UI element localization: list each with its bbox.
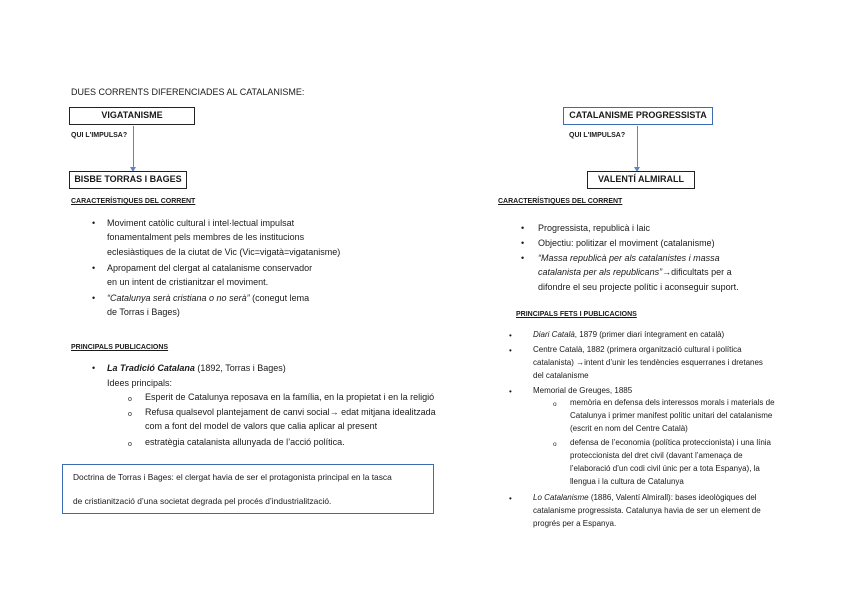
sub-item: llengua i la cultura de Catalunya <box>570 477 684 486</box>
idea-item: Refusa qualsevol plantejament de canvi social→ edat mitjana idealitzada <box>145 407 436 417</box>
almirall-box: VALENTÍ ALMIRALL <box>587 171 695 189</box>
page-heading: DUES CORRENTS DIFERENCIADES AL CATALANISME: <box>71 87 305 97</box>
idea-item: com a font del model de valors que calia aplicar al present <box>145 421 378 431</box>
idea-item: estratègia catalanista allunyada de l’acció política. <box>145 437 345 447</box>
bullet-icon: • <box>509 331 512 340</box>
list-item: fonamentalment pels membres de les institucions <box>107 232 305 242</box>
circle-bullet-icon: o <box>128 396 132 403</box>
bullet-icon: • <box>509 387 512 396</box>
list-item: de Torras i Bages) <box>107 307 180 317</box>
quote: “Catalunya serà cristiana o no serà” <box>107 293 250 303</box>
bullet-icon: • <box>92 218 96 228</box>
bullet-icon: • <box>92 293 96 303</box>
list-item: Objectiu: politizar el moviment (catalanisme) <box>538 238 715 248</box>
list-item: Memorial de Greuges, 1885 <box>533 386 633 395</box>
bullet-icon: • <box>509 494 512 503</box>
quote: catalanista per als republicans” <box>538 267 663 277</box>
bullet-icon: • <box>521 223 525 233</box>
sub-item: memòria en defensa dels interessos morals i materials de <box>570 398 775 407</box>
sub-item: Catalunya i primer manifest polític unitari del catalanisme <box>570 411 773 420</box>
list-item: Progressista, republicà i laic <box>538 223 651 233</box>
idea-item: Esperit de Catalunya reposava en la família, en la propietat i en la religió <box>145 392 435 402</box>
publication-detail: (1892, Torras i Bages) <box>194 363 286 373</box>
left-question: QUI L'IMPULSA? <box>71 132 128 139</box>
list-item: progrés per a Espanya. <box>533 519 617 528</box>
circle-bullet-icon: o <box>553 441 557 448</box>
list-item: eclesiàstiques de la ciutat de Vic (Vic=vigatà=vigatanisme) <box>107 247 341 257</box>
note-line: de cristianització d’una societat degrada pel procés d’industrialització. <box>73 496 332 506</box>
circle-bullet-icon: o <box>128 411 132 418</box>
quote-rest: (conegut lema <box>249 293 310 303</box>
ideas-label: Idees principals: <box>107 378 173 388</box>
sub-item: l’elaboració d’un codi civil únic per a tota Espanya), la <box>570 464 760 473</box>
bullet-icon: • <box>521 238 525 248</box>
list-item: en un intent de cristianitzar el moviment. <box>107 277 269 287</box>
list-item <box>533 492 757 505</box>
publication-name: La Tradició Catalana <box>107 363 195 373</box>
torras-box: BISBE TORRAS I BAGES <box>69 171 187 189</box>
book-detail: (1886, Valentí Almirall): bases ideològiques del <box>588 493 757 502</box>
right-char-title: CARACTERÍSTIQUES DEL CORRENT <box>498 198 623 205</box>
sub-item: proteccionista del dret civil (davant l’amenaça de <box>570 451 743 460</box>
sub-item: defensa de l’economia (política proteccionista) i una línia <box>570 438 772 447</box>
list-item: del catalanisme <box>533 371 589 380</box>
left-arrow-icon <box>133 126 134 168</box>
circle-bullet-icon: o <box>128 441 132 448</box>
publication-title <box>107 362 286 375</box>
list-item: catalanista) →intent d’unir les tendències esquerranes i dretanes <box>533 358 763 367</box>
list-item: Apropament del clergat al catalanisme conservador <box>107 263 313 273</box>
progressista-box: CATALANISME PROGRESSISTA <box>563 107 713 125</box>
right-pub-title: PRINCIPALS FETS I PUBLICACIONS <box>516 311 637 318</box>
left-char-title: CARACTERÍSTIQUES DEL CORRENT <box>71 198 196 205</box>
circle-bullet-icon: o <box>553 401 557 408</box>
catalanisme-book: Lo Catalanisme <box>533 493 589 502</box>
list-item: “Massa republicà per als catalanistes i massa <box>538 253 720 263</box>
list-item <box>538 266 732 279</box>
diari-name: Diari Català <box>533 330 575 339</box>
bullet-icon: • <box>92 263 96 273</box>
quote-rest: →dificultats per a <box>662 267 732 277</box>
bullet-icon: • <box>509 346 512 355</box>
list-item <box>107 292 309 305</box>
right-question: QUI L'IMPULSA? <box>569 132 626 139</box>
vigatanisme-box: VIGATANISME <box>69 107 195 125</box>
bullet-icon: • <box>92 363 96 373</box>
list-item: Centre Català, 1882 (primera organització cultural i política <box>533 345 742 354</box>
sub-item: (escrit en nom del Centre Català) <box>570 424 688 433</box>
right-arrow-icon <box>637 126 638 168</box>
list-item: catalanisme progressista. Catalunya havia de ser un element de <box>533 506 761 515</box>
left-pub-title: PRINCIPALS PUBLICACIONS <box>71 344 169 351</box>
note-line: Doctrina de Torras i Bages: el clergat havia de ser el protagonista principal en la tasca <box>73 472 392 482</box>
diari-detail: , 1879 (primer diari íntegrament en català) <box>574 330 725 339</box>
list-item <box>533 329 724 342</box>
list-item: difondre el seu projecte polític i aconseguir suport. <box>538 282 739 292</box>
doctrine-note <box>62 464 434 514</box>
bullet-icon: • <box>521 253 525 263</box>
list-item: Moviment catòlic cultural i intel·lectual impulsat <box>107 218 295 228</box>
